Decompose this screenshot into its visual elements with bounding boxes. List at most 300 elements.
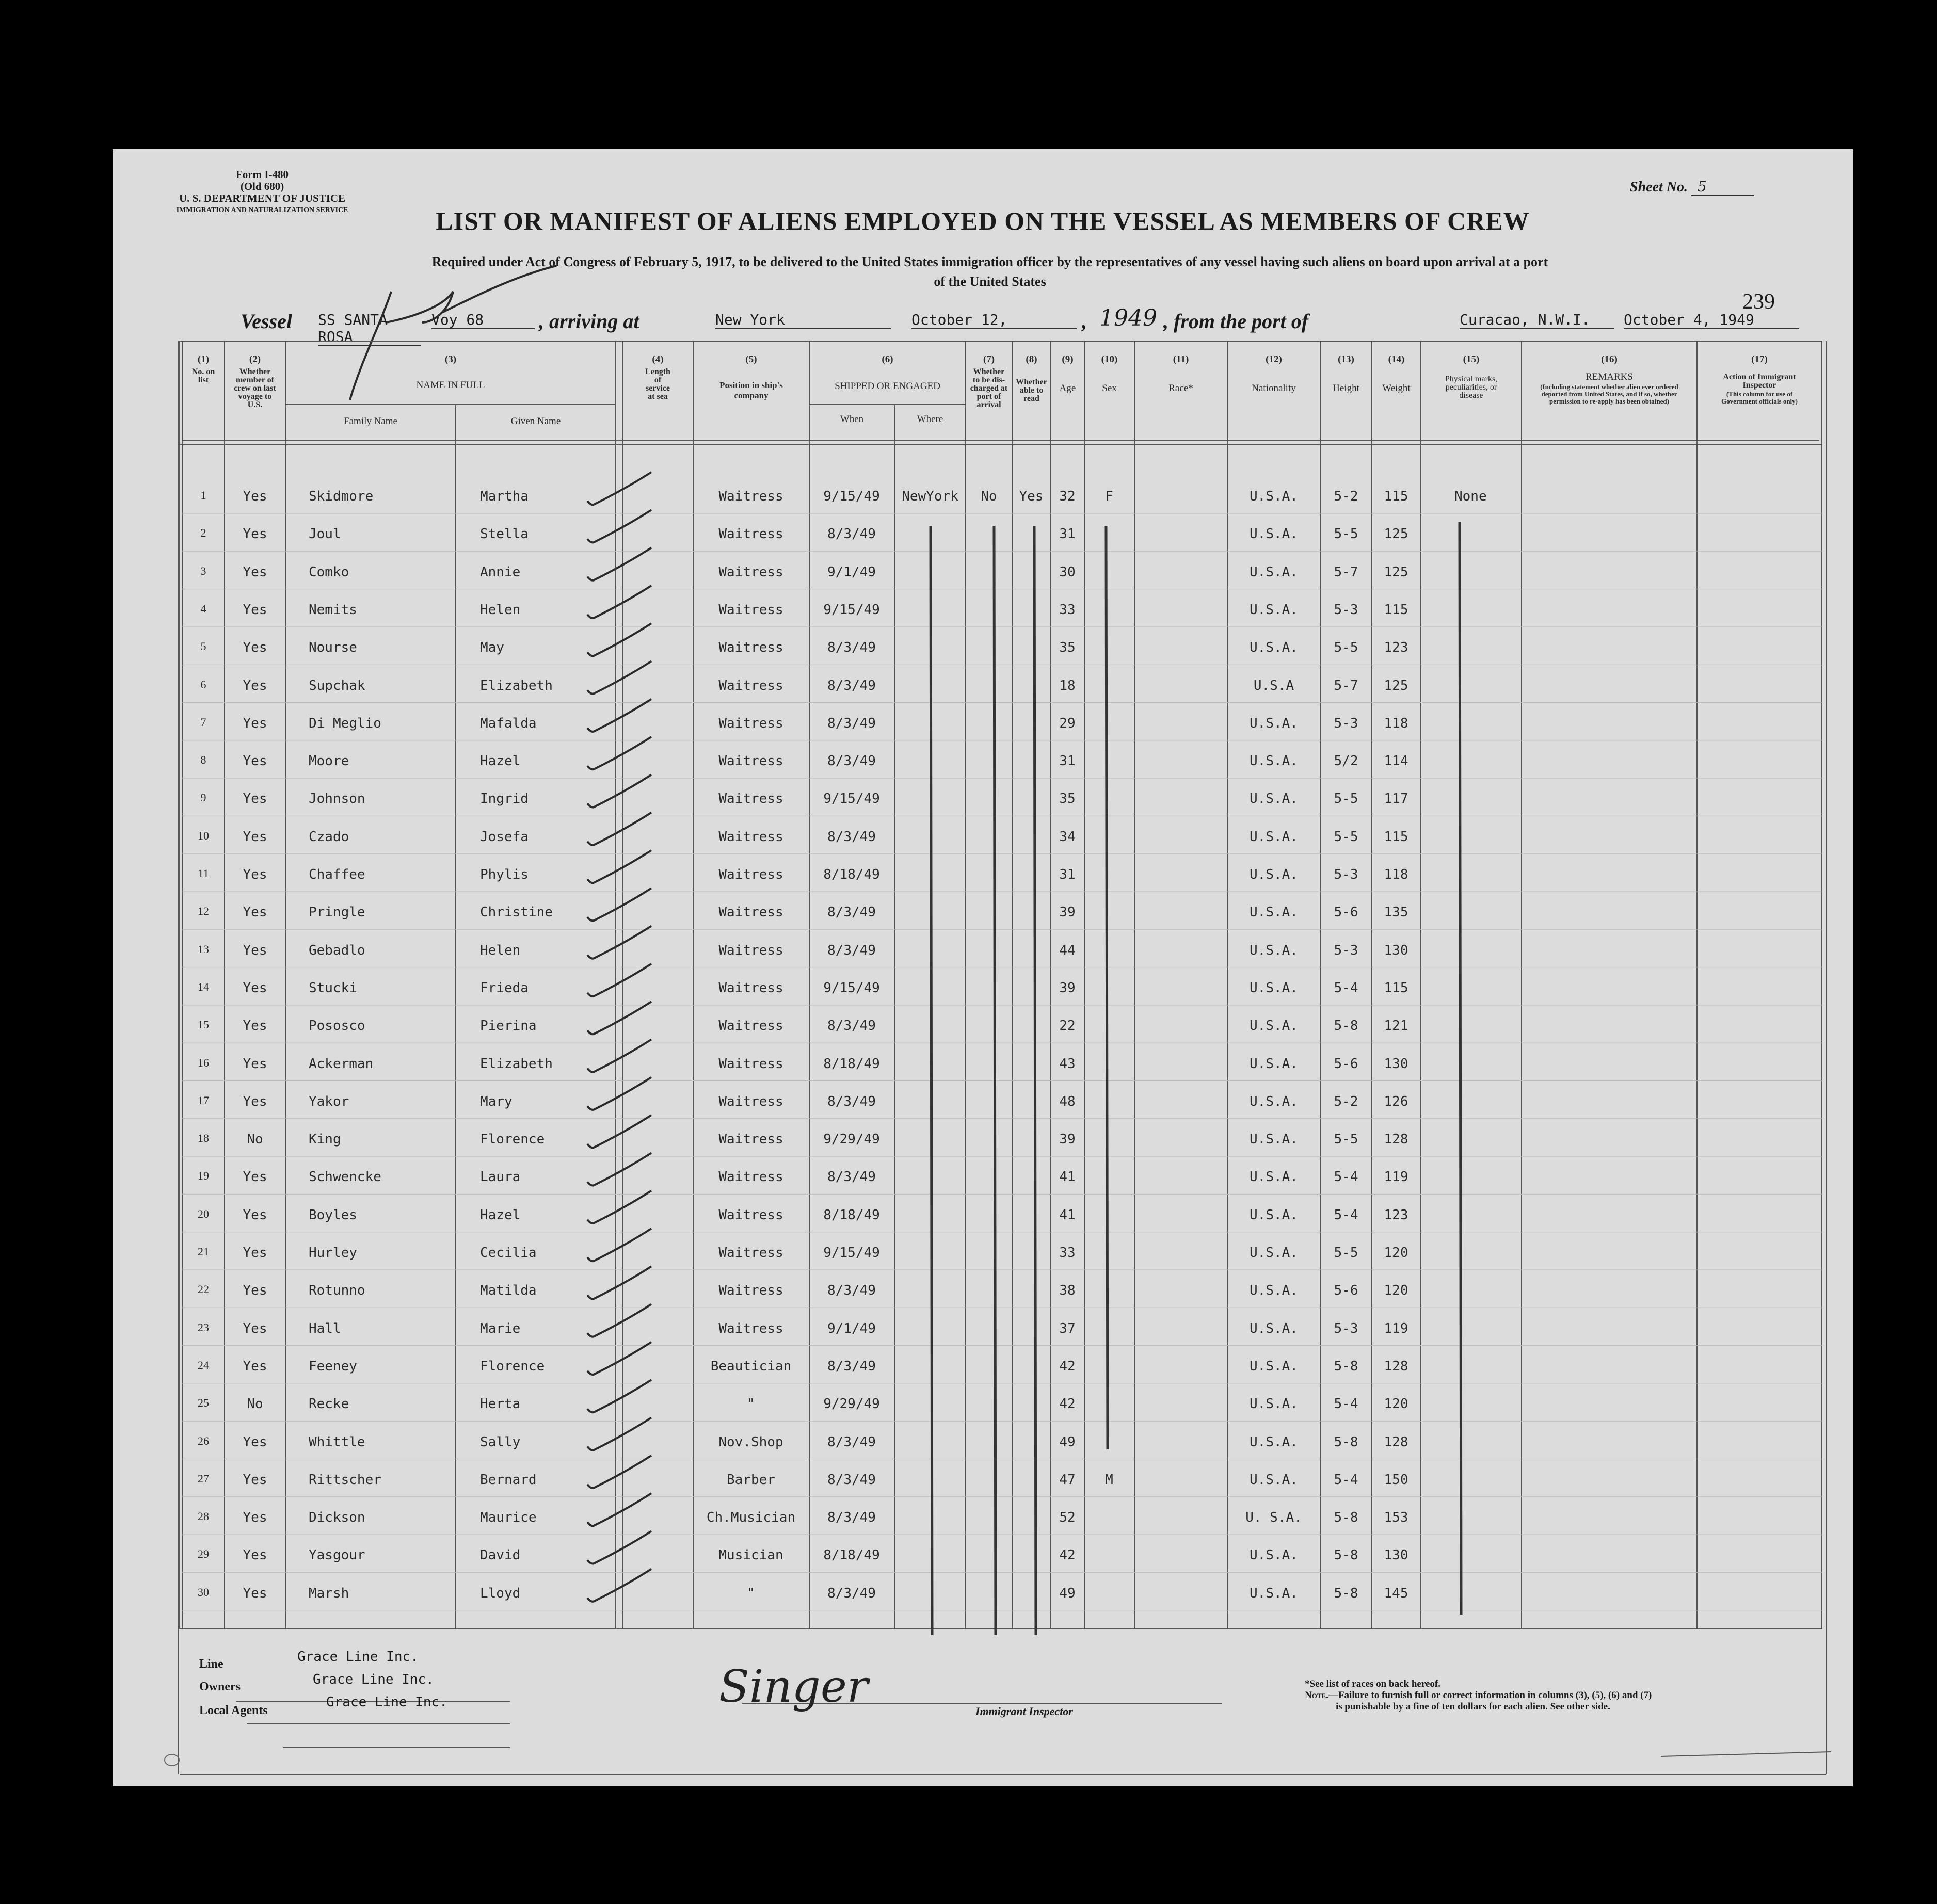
col-1-header: (1) No. on list [191,354,215,384]
nationality: U.S.A. [1250,1018,1298,1034]
position: Waitress [718,715,783,731]
given-name: Pierina [480,1018,537,1034]
sex: M [1105,1472,1113,1488]
crew-last-voyage: Yes [243,829,267,845]
height: 5-3 [1334,942,1358,958]
ditto-line [994,526,996,1635]
given-name: Florence [480,1132,545,1148]
nationality: U.S.A [1253,677,1294,693]
check-mark [587,888,651,921]
nationality: U.S.A. [1250,753,1298,769]
height: 5-3 [1334,1320,1358,1336]
col-17-header: (17) Action of Immigrant Inspector (This column for use of Government officials only) [1721,354,1798,405]
family-name: Hurley [309,1245,357,1261]
position: Barber [727,1472,775,1488]
row-number: 11 [198,867,209,880]
shipped-when: 9/15/49 [823,791,880,807]
family-name: Comko [309,564,349,580]
weight: 119 [1384,1169,1408,1185]
nationality: U.S.A. [1250,942,1298,958]
height: 5-8 [1334,1358,1358,1374]
family-name: Recke [309,1396,349,1412]
shipped-when: 8/3/49 [827,1283,876,1299]
row-number: 25 [198,1396,209,1410]
height: 5-6 [1334,1056,1358,1072]
given-name: Mafalda [480,715,537,731]
height: 5-7 [1334,677,1358,693]
position: Waitress [718,942,783,958]
weight: 120 [1384,1245,1408,1261]
family-name: Marsh [309,1585,349,1601]
crew-last-voyage: Yes [243,1510,267,1526]
height: 5-3 [1334,715,1358,731]
crew-last-voyage: Yes [243,1207,267,1223]
height: 5-5 [1334,1245,1358,1261]
discharged: No [981,489,997,504]
shipped-when: 8/3/49 [827,1510,876,1526]
weight: 115 [1384,829,1408,845]
age: 33 [1059,1245,1076,1261]
age: 47 [1059,1472,1076,1488]
ditto-line [1034,526,1036,1635]
col-16-header: (16) REMARKS (Including statement whether alien ever ordered deported from United States, and if so, whether permission to re-apply has been obtained) [1540,354,1678,405]
check-mark [587,1040,651,1072]
row-number: 28 [198,1510,209,1523]
height: 5-4 [1334,1169,1358,1185]
shipped-when: 9/29/49 [823,1396,880,1412]
weight: 145 [1384,1585,1408,1601]
row-number: 26 [198,1434,209,1447]
given-name: Helen [480,602,521,618]
check-mark [587,774,651,807]
shipped-where: NewYork [902,489,958,504]
nationality: U.S.A. [1250,1169,1298,1185]
col-5-header: (5) Position in ship's company [719,354,783,400]
row-number: 6 [200,677,206,691]
age: 44 [1059,942,1076,958]
shipped-when: 8/3/49 [827,1018,876,1034]
position: Waitress [718,829,783,845]
crew-last-voyage: Yes [243,1056,267,1072]
nationality: U.S.A. [1250,1283,1298,1299]
able-to-read: Yes [1019,489,1044,504]
weight: 125 [1384,564,1408,580]
ditto-line [931,526,932,1635]
col-12-header: (12) Nationality [1252,354,1296,394]
check-mark [587,1493,651,1526]
crew-last-voyage: No [247,1396,263,1412]
arrival-port: New York [715,311,891,329]
col-7-header: (7) Whether to be dis-charged at port of arrival [970,354,1008,409]
weight: 135 [1384,905,1408,921]
age: 48 [1059,1093,1076,1109]
height: 5-5 [1334,1132,1358,1148]
subtitle-line-1: Required under Act of Congress of February 5, 1917, to be delivered to the United States immigration officer by the representatives of any vessel having such aliens on board upon arrival at a port [431,254,1548,269]
age: 29 [1059,715,1076,731]
weight: 150 [1384,1472,1408,1488]
row-number: 13 [198,942,209,956]
family-name: Gebadlo [309,942,365,958]
given-name: Phylis [480,867,529,882]
year-separator: , [1082,310,1087,333]
row-number: 3 [200,564,206,577]
nationality: U.S.A. [1250,867,1298,882]
given-name: Lloyd [480,1585,521,1601]
nationality: U.S.A. [1250,602,1298,618]
weight: 117 [1384,791,1408,807]
crew-last-voyage: Yes [243,677,267,693]
height: 5-8 [1334,1510,1358,1526]
crew-last-voyage: Yes [243,1358,267,1374]
vessel-name: SS SANTA ROSA [318,311,421,346]
given-name: Bernard [480,1472,537,1488]
shipped-when: 9/15/49 [823,980,880,996]
position: Waitress [718,1132,783,1148]
age: 31 [1059,526,1076,542]
row-number: 4 [200,602,206,615]
inspector-signature: Singer [719,1661,868,1713]
crew-last-voyage: Yes [243,1472,267,1488]
position: Waitress [718,1207,783,1223]
shipped-when: 8/3/49 [827,715,876,731]
age: 18 [1059,677,1076,693]
given-name: Herta [480,1396,521,1412]
weight: 120 [1384,1283,1408,1299]
crew-last-voyage: Yes [243,1093,267,1109]
position: Waitress [718,905,783,921]
line-label: Line [199,1657,223,1671]
shipped-when: 8/3/49 [827,1358,876,1374]
nationality: U.S.A. [1250,1245,1298,1261]
arriving-label: , arriving at [539,310,639,333]
check-mark [587,850,651,883]
check-mark [587,1002,651,1034]
position: Musician [718,1547,783,1563]
height: 5/2 [1334,753,1358,769]
footer-note [1305,1679,1811,1713]
age: 32 [1059,489,1076,504]
shipped-when: 8/3/49 [827,829,876,845]
page-number: 239 [1742,290,1775,314]
weight: 153 [1384,1510,1408,1526]
sex: F [1105,489,1113,504]
crew-last-voyage: Yes [243,905,267,921]
age: 41 [1059,1169,1076,1185]
position: Waitress [718,753,783,769]
check-mark [587,926,651,959]
check-mark [587,1342,651,1375]
family-name: Rotunno [309,1283,365,1299]
nationality: U.S.A. [1250,1132,1298,1148]
row-number: 16 [198,1056,209,1069]
height: 5-8 [1334,1585,1358,1601]
col-6-header: (6) SHIPPED OR ENGAGED [835,354,940,392]
col-6-when-header: When [840,414,864,425]
nationality: U.S.A. [1250,564,1298,580]
nationality: U.S.A. [1250,791,1298,807]
family-name: Boyles [309,1207,357,1223]
voyage-number: Voy 68 [431,311,535,329]
given-name: Martha [480,489,529,504]
given-name: Marie [480,1320,521,1336]
age: 42 [1059,1358,1076,1374]
family-name: Pososco [309,1018,365,1034]
shipped-when: 8/3/49 [827,1472,876,1488]
shipped-when: 8/3/49 [827,1093,876,1109]
nationality: U.S.A. [1250,526,1298,542]
height: 5-5 [1334,640,1358,656]
note-label: Note. [1305,1690,1328,1701]
weight: 123 [1384,640,1408,656]
weight: 118 [1384,867,1408,882]
position: Waitress [718,1018,783,1034]
nationality: U.S.A. [1250,1056,1298,1072]
family-name: Yasgour [309,1547,365,1563]
shipped-when: 8/3/49 [827,753,876,769]
nationality: U.S.A. [1250,1547,1298,1563]
given-name: Josefa [480,829,529,845]
check-mark [587,1380,651,1412]
nationality: U.S.A. [1250,1358,1298,1374]
nationality: U.S.A. [1250,715,1298,731]
age: 43 [1059,1056,1076,1072]
row-number: 24 [198,1358,209,1371]
given-name: Hazel [480,753,521,769]
crew-last-voyage: Yes [243,1283,267,1299]
position: Waitress [718,1283,783,1299]
given-name: Elizabeth [480,1056,553,1072]
crew-last-voyage: Yes [243,1585,267,1601]
height: 5-4 [1334,1472,1358,1488]
weight: 115 [1384,489,1408,504]
shipped-when: 8/3/49 [827,1169,876,1185]
col-3-header: (3) NAME IN FULL [416,354,485,391]
position: Waitress [718,602,783,618]
col-11-header: (11) Race* [1168,354,1193,394]
check-mark [587,1077,651,1110]
given-name: Christine [480,905,553,921]
weight: 130 [1384,1547,1408,1563]
row-number: 5 [200,640,206,653]
penalty-note: Note.—Failure to furnish full or correct information in columns (3), (5), (6) and (7) [1305,1690,1652,1701]
local-agents-value: Grace Line Inc. [326,1695,447,1710]
nationality: U.S.A. [1250,1434,1298,1450]
form-old-number: (Old 680) [240,180,284,192]
height: 5-8 [1334,1018,1358,1034]
subtitle-line-2: of the United States [934,274,1046,289]
position: Waitress [718,677,783,693]
col-2-header: (2) Whether member of crew on last voyage to U.S. [234,354,276,409]
check-mark [587,1569,651,1602]
local-agents-label: Local Agents [199,1704,268,1717]
shipped-when: 8/18/49 [823,1207,880,1223]
row-number: 17 [198,1093,209,1107]
position: Waitress [718,1245,783,1261]
family-name: Yakor [309,1093,349,1109]
inspector-label: Immigrant Inspector [975,1705,1073,1718]
row-number: 15 [198,1018,209,1031]
physical-marks: None [1454,489,1487,504]
check-mark [587,737,651,769]
weight: 126 [1384,1093,1408,1109]
given-name: Frieda [480,980,529,996]
age: 39 [1059,980,1076,996]
shipped-when: 8/3/49 [827,1434,876,1450]
age: 35 [1059,791,1076,807]
position: Ch.Musician [706,1510,796,1526]
weight: 125 [1384,677,1408,693]
check-mark [587,1456,651,1488]
penalty-note-line-2: is punishable by a fine of ten dollars for each alien. See other side. [1336,1701,1610,1712]
check-mark [587,1531,651,1563]
nationality: U.S.A. [1250,1093,1298,1109]
nationality: U.S.A. [1250,829,1298,845]
shipped-when: 9/15/49 [823,1245,880,1261]
height: 5-6 [1334,905,1358,921]
crew-last-voyage: Yes [243,1245,267,1261]
age: 38 [1059,1283,1076,1299]
shipped-when: 8/18/49 [823,867,880,882]
shipped-when: 8/18/49 [823,1547,880,1563]
crew-last-voyage: Yes [243,942,267,958]
ditto-line [1106,526,1108,1449]
age: 49 [1059,1585,1076,1601]
departure-date: October 4, 1949 [1624,311,1799,329]
position: Waitress [718,1093,783,1109]
age: 30 [1059,564,1076,580]
check-mark [587,548,651,580]
crew-last-voyage: Yes [243,602,267,618]
crew-last-voyage: Yes [243,867,267,882]
row-number: 30 [198,1585,209,1599]
crew-last-voyage: Yes [243,526,267,542]
weight: 115 [1384,602,1408,618]
age: 31 [1059,753,1076,769]
weight: 130 [1384,942,1408,958]
age: 52 [1059,1510,1076,1526]
shipped-when: 8/3/49 [827,640,876,656]
height: 5-4 [1334,1396,1358,1412]
given-name: Annie [480,564,521,580]
given-name: Stella [480,526,529,542]
shipped-when: 8/3/49 [827,905,876,921]
family-name: Rittscher [309,1472,381,1488]
position: Waitress [718,1320,783,1336]
height: 5-4 [1334,980,1358,996]
height: 5-6 [1334,1283,1358,1299]
family-name: Feeney [309,1358,357,1374]
check-mark [587,510,651,542]
crew-last-voyage: Yes [243,564,267,580]
col-13-header: (13) Height [1333,354,1359,394]
check-mark [587,699,651,732]
shipped-when: 8/3/49 [827,677,876,693]
row-number: 1 [200,489,206,502]
service-name: IMMIGRATION AND NATURALIZATION SERVICE [176,206,348,214]
row-number: 27 [198,1472,209,1485]
nationality: U.S.A. [1250,1472,1298,1488]
family-name: Nourse [309,640,357,656]
shipped-when: 9/29/49 [823,1132,880,1148]
nationality: U.S.A. [1250,1207,1298,1223]
check-mark [587,472,651,505]
shipped-when: 8/3/49 [827,526,876,542]
position: Beautician [710,1358,792,1374]
shipped-when: 9/1/49 [827,1320,876,1336]
height: 5-4 [1334,1207,1358,1223]
crew-last-voyage: Yes [243,980,267,996]
nationality: U.S.A. [1250,489,1298,504]
crew-last-voyage: Yes [243,489,267,504]
crew-last-voyage: Yes [243,753,267,769]
given-name: May [480,640,504,656]
position: Waitress [718,1169,783,1185]
given-name: Laura [480,1169,521,1185]
crew-last-voyage: Yes [243,1320,267,1336]
check-mark [587,813,651,845]
nationality: U.S.A. [1250,1396,1298,1412]
height: 5-8 [1334,1547,1358,1563]
age: 39 [1059,1132,1076,1148]
age: 41 [1059,1207,1076,1223]
sheet-number-label: Sheet No. [1630,179,1688,195]
sheet-number-value: 5 [1691,178,1754,196]
family-name: Czado [309,829,349,845]
family-name: King [309,1132,341,1148]
crew-last-voyage: Yes [243,1547,267,1563]
crew-last-voyage: Yes [243,791,267,807]
col-14-header: (14) Weight [1382,354,1411,394]
crew-last-voyage: No [247,1132,263,1148]
col-8-header: (8) Whether able to read [1016,354,1047,403]
check-mark [587,1418,651,1450]
handwritten-marks [113,149,1853,1786]
age: 22 [1059,1018,1076,1034]
footer-block [199,1643,561,1746]
family-name: Nemits [309,602,357,618]
weight: 114 [1384,753,1408,769]
family-name: Supchak [309,677,365,693]
owners-value: Grace Line Inc. [313,1672,434,1687]
crew-last-voyage: Yes [243,715,267,731]
position: Waitress [718,867,783,882]
crew-last-voyage: Yes [243,1169,267,1185]
check-mark [587,623,651,656]
weight: 128 [1384,1132,1408,1148]
family-name: Chaffee [309,867,365,882]
weight: 130 [1384,1056,1408,1072]
check-mark [587,661,651,694]
height: 5-2 [1334,489,1358,504]
shipped-when: 9/15/49 [823,489,880,504]
weight: 118 [1384,715,1408,731]
row-number: 21 [198,1245,209,1258]
crew-last-voyage: Yes [243,640,267,656]
given-name: Mary [480,1093,513,1109]
given-name: Ingrid [480,791,529,807]
nationality: U.S.A. [1250,1585,1298,1601]
weight: 115 [1384,980,1408,996]
family-name: Ackerman [309,1056,374,1072]
family-name: Whittle [309,1434,365,1450]
height: 5-2 [1334,1093,1358,1109]
nationality: U.S.A. [1250,1320,1298,1336]
height: 5-5 [1334,829,1358,845]
height: 5-7 [1334,564,1358,580]
printer-mark [164,1754,180,1766]
given-name: Cecilia [480,1245,537,1261]
age: 42 [1059,1396,1076,1412]
